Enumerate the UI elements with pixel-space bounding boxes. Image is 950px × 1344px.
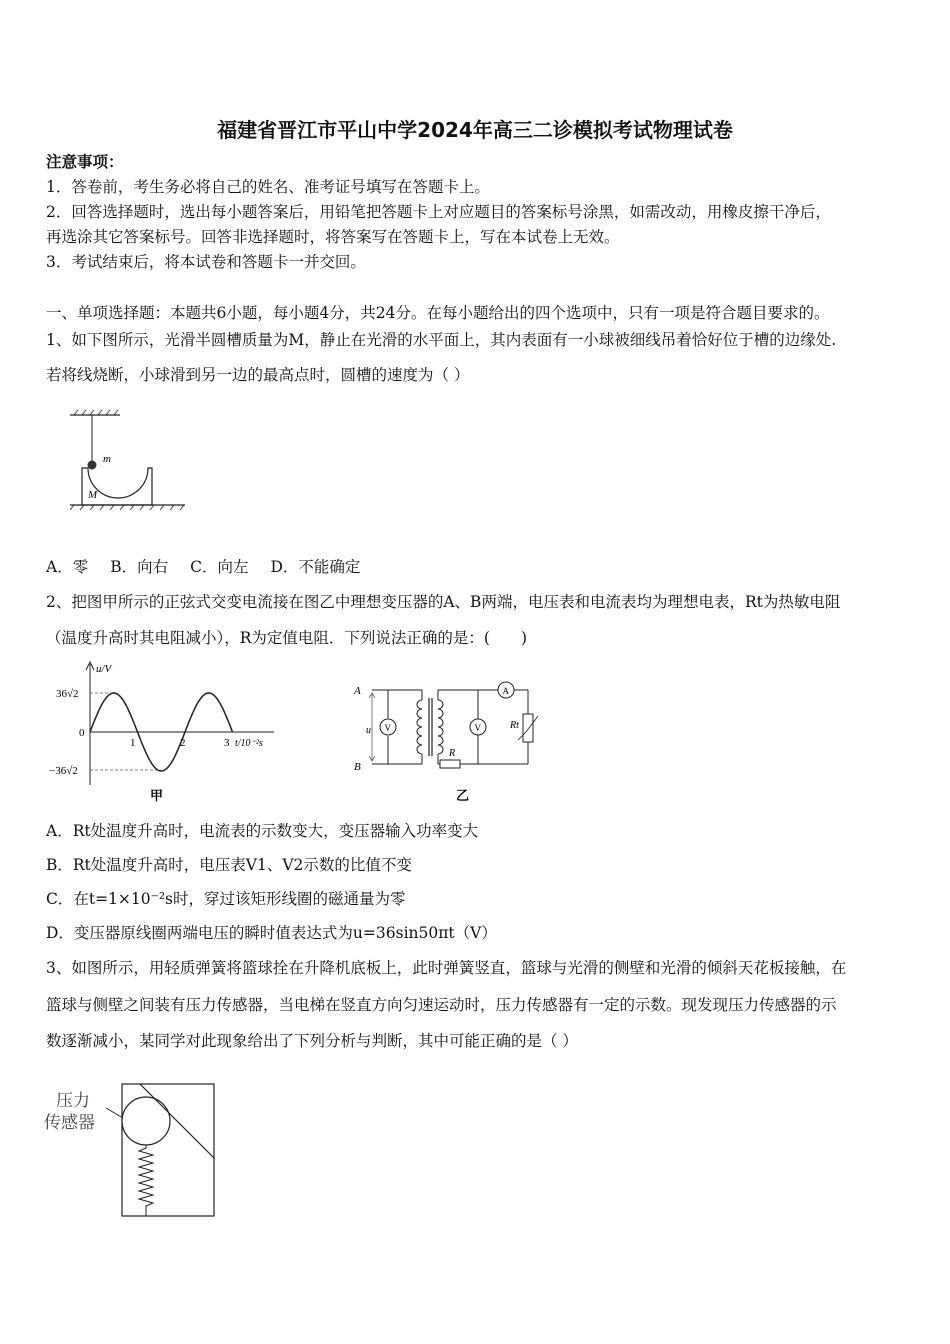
graph-caption: 甲 xyxy=(150,788,164,803)
v2-label: V xyxy=(474,723,481,733)
terminal-b-label: B xyxy=(354,761,361,773)
thermistor xyxy=(523,714,533,742)
r-label: R xyxy=(449,748,456,759)
secondary-coil xyxy=(438,700,443,754)
x-tick-label: 1 xyxy=(130,737,136,749)
notice-item: 1．答卷前，考生务必将自己的姓名、准考证号填写在答题卡上。 xyxy=(46,178,490,196)
question-1-text: 若将线烧断，小球滑到另一边的最高点时，圆槽的速度为（ ） xyxy=(46,366,470,384)
x-tick-label: 2 xyxy=(180,737,186,749)
notice-item: 3．考试结束后，将本试卷和答题卡一并交回。 xyxy=(46,253,366,271)
circuit-caption: 乙 xyxy=(456,788,470,803)
page-title: 福建省晋江市平山中学2024年高三二诊模拟考试物理试卷 xyxy=(217,118,733,142)
sensor-label-line2: 传感器 xyxy=(44,1113,95,1132)
option-c[interactable]: C．在t=1×10⁻²s时，穿过该矩形线圈的磁通量为零 xyxy=(46,890,406,908)
question-2-text: （温度升高时其电阻减小），R为定值电阻．下列说法正确的是：( ) xyxy=(46,629,528,647)
label-m: m xyxy=(103,453,111,465)
question-3-text: 篮球与侧壁之间装有压力传感器，当电梯在竖直方向匀速运动时，压力传感器有一定的示数。现发现压力传感器的示 xyxy=(46,996,837,1014)
notice-item: 再选涂其它答案标号。回答非选择题时，将答案写在答题卡上，写在本试卷上无效。 xyxy=(46,228,620,246)
ammeter-label: A xyxy=(502,686,509,696)
q2-graph-figure xyxy=(46,660,286,805)
slanted-ceiling xyxy=(140,1084,214,1158)
option-a[interactable]: A．Rt处温度升高时，电流表的示数变大，变压器输入功率变大 xyxy=(46,822,479,840)
option-b[interactable]: B．向右 xyxy=(110,558,169,576)
option-d[interactable]: D．变压器原线圈两端电压的瞬时值表达式为u=36sin50πt（V） xyxy=(46,924,497,942)
question-3-text: 数逐渐减小，某同学对此现象给出了下列分析与判断，其中可能正确的是（ ） xyxy=(46,1032,578,1050)
label-M: M xyxy=(88,489,98,501)
question-3-text: 3、如图所示，用轻质弹簧将篮球拴在升降机底板上，此时弹簧竖直，篮球与光滑的侧壁和光滑的倾斜天花板接触，在 xyxy=(46,959,847,977)
sensor-pointer xyxy=(106,1108,123,1118)
q2-circuit-figure xyxy=(350,680,540,805)
option-c[interactable]: C．向左 xyxy=(190,558,249,576)
question-2-text: 2、把图甲所示的正弦式交变电流接在图乙中理想变压器的A、B两端，电压表和电流表均为理想电表，Rt为热敏电阻 xyxy=(46,593,841,611)
terminal-a-label: A xyxy=(354,685,361,697)
origin-label: 0 xyxy=(79,727,85,739)
resistor-r xyxy=(440,760,460,768)
basketball xyxy=(122,1097,170,1145)
option-a[interactable]: A．零 xyxy=(46,558,89,576)
notice-item: 2．回答选择题时，选出每小题答案后，用铅笔把答题卡上对应题目的答案标号涂黑，如需改动，用橡皮擦干净后， xyxy=(46,203,831,221)
q1-figure xyxy=(70,410,190,515)
primary-coil xyxy=(417,700,422,754)
option-b[interactable]: B．Rt处温度升高时，电压表V1、V2示数的比值不变 xyxy=(46,856,412,874)
y-axis-label: u/V xyxy=(96,663,112,675)
v1-label: V xyxy=(384,723,391,733)
x-tick-label: 3 xyxy=(224,737,230,749)
x-axis-label: t/10⁻²s xyxy=(235,738,263,749)
sensor-label-line1: 压力 xyxy=(56,1091,90,1110)
voltage-u-label: u xyxy=(366,725,371,736)
elevator-box xyxy=(122,1084,214,1216)
y-min-label: −36√2 xyxy=(49,765,78,777)
option-d[interactable]: D．不能确定 xyxy=(270,558,361,576)
y-max-label: 36√2 xyxy=(56,688,79,700)
q3-figure xyxy=(44,1080,224,1220)
rt-label: Rt xyxy=(510,720,519,731)
question-1-options xyxy=(46,557,382,577)
ball xyxy=(88,461,97,470)
notice-heading: 注意事项： xyxy=(46,152,124,171)
question-1-text: 1、如下图所示，光滑半圆槽质量为M，静止在光滑的水平面上，其内表面有一小球被细线吊着恰好位于槽的边缘处. xyxy=(46,331,837,349)
spring xyxy=(139,1145,153,1216)
section-heading: 一、单项选择题：本题共6小题，每小题4分，共24分。在每小题给出的四个选项中，只有一项是符合题目要求的。 xyxy=(46,304,830,322)
